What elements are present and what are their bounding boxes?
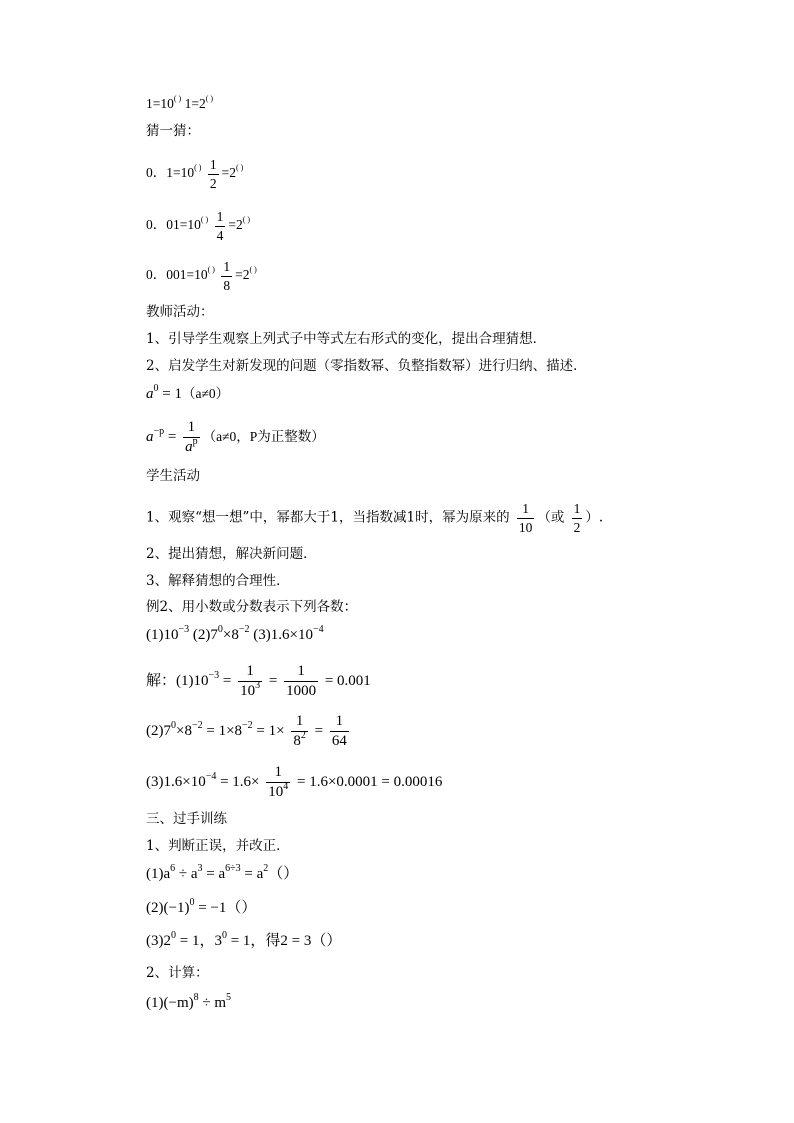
exercise-2-part-1 xyxy=(146,992,232,1011)
answer-blank: （） xyxy=(311,933,342,949)
denominator xyxy=(183,437,200,455)
fraction xyxy=(291,714,308,749)
teacher-activity-heading: 教师活动： xyxy=(146,304,214,320)
guess-line-2 xyxy=(146,210,250,242)
text: ÷ a xyxy=(175,866,198,882)
text: (2)(−1) xyxy=(146,900,190,916)
numerator: 1 xyxy=(209,157,217,172)
numerator: 1 xyxy=(274,764,283,780)
text: = −1 xyxy=(194,900,227,916)
teacher-activity-item-2: 2、启发学生对新发现的问题（零指数幂、负整指数幂）进行归纳、描述． xyxy=(146,358,587,374)
text: (1)a xyxy=(146,866,171,882)
text: 8 xyxy=(293,733,301,749)
text: (3)1.6×10 xyxy=(249,627,313,643)
text: a xyxy=(185,439,193,455)
text: =2 xyxy=(221,165,236,181)
student-activity-item-2: 2、提出猜想，解决新问题． xyxy=(146,546,317,562)
zero-exponent-rule xyxy=(146,383,230,402)
exercise-1-heading: 1、判断正误，并改正． xyxy=(146,838,290,854)
exponent: −4 xyxy=(205,770,217,782)
exponent: 6 xyxy=(170,863,176,874)
denominator xyxy=(291,731,308,749)
exponent: 6÷3 xyxy=(225,863,241,874)
denominator: 4 xyxy=(216,227,224,243)
text: 0．001=10 xyxy=(146,267,208,283)
solution-part-1 xyxy=(146,664,371,699)
section-3-heading: 三、过手训练 xyxy=(146,811,227,827)
exponent: 0 xyxy=(221,930,227,941)
numerator: 1 xyxy=(295,713,304,729)
denominator: 8 xyxy=(223,277,231,293)
text: (1)(−m) xyxy=(146,995,194,1011)
text: = 1，得2 = 3 xyxy=(226,933,312,949)
blank: ( ) xyxy=(235,163,244,173)
text: ÷ m xyxy=(198,995,227,1011)
guess-line-1 xyxy=(146,158,243,190)
text: (2)7 xyxy=(189,627,218,643)
text: ×8 xyxy=(176,722,192,739)
fraction xyxy=(208,158,219,190)
denominator xyxy=(266,782,290,800)
denominator: 64 xyxy=(331,733,347,749)
exponent: −4 xyxy=(312,624,324,635)
text: (3)2 xyxy=(146,933,171,949)
exponent: 4 xyxy=(283,781,289,792)
text: a xyxy=(146,428,154,445)
text: = xyxy=(310,722,327,739)
blank: ( ) xyxy=(242,215,251,225)
answer-blank: （） xyxy=(268,866,299,882)
exercise-2-heading: 2、计算： xyxy=(146,965,209,981)
student-activity-item-3: 3、解释猜想的合理性． xyxy=(146,573,290,589)
numerator: 1 xyxy=(522,501,529,516)
exponent: 8 xyxy=(193,992,199,1003)
exponent: p xyxy=(192,436,198,447)
blank: ( ) xyxy=(249,265,257,275)
exponent: 5 xyxy=(226,992,232,1003)
example-2-expressions xyxy=(146,624,324,643)
condition: （a≠0） xyxy=(181,386,230,401)
denominator: 1000 xyxy=(286,683,317,699)
example-2-heading: 例2、用小数或分数表示下列各数： xyxy=(146,599,358,615)
exercise-1-part-1 xyxy=(146,863,299,882)
teacher-activity-item-1: 1、引导学生观察上列式子中等式左右形式的变化，提出合理猜想． xyxy=(146,331,547,347)
exercise-1-part-3 xyxy=(146,930,342,949)
text: =2 xyxy=(235,267,250,283)
text: (1)10 xyxy=(146,627,179,643)
exponent: 0 xyxy=(153,383,159,394)
exponent: 0 xyxy=(217,624,223,635)
numerator: 1 xyxy=(335,713,344,729)
student-activity-item-1 xyxy=(146,502,603,534)
blank: ( ) xyxy=(205,94,214,103)
text: 10 xyxy=(240,683,256,699)
fraction xyxy=(266,765,290,800)
denominator xyxy=(238,681,262,699)
text: = 1，3 xyxy=(176,933,222,949)
fraction xyxy=(221,260,232,292)
text: （或 xyxy=(537,509,565,526)
exponent: 0 xyxy=(171,719,176,731)
text: ×8 xyxy=(222,627,239,643)
text: 1=10 xyxy=(146,96,174,111)
text: = xyxy=(265,672,282,689)
exponent: −2 xyxy=(238,624,250,635)
text: 1=2 xyxy=(181,96,206,111)
text: = xyxy=(219,672,236,689)
exponent: −3 xyxy=(178,624,190,635)
numerator: 1 xyxy=(223,259,231,274)
solution-part-3 xyxy=(146,765,442,800)
student-activity-heading: 学生活动 xyxy=(146,468,200,484)
denominator: 2 xyxy=(209,175,217,191)
text: a xyxy=(146,386,154,402)
exponent: 2 xyxy=(263,863,269,874)
exponent: −2 xyxy=(191,719,203,731)
blank: ( ) xyxy=(207,265,215,275)
fraction xyxy=(330,714,349,749)
exponent: −3 xyxy=(208,669,220,681)
text: = xyxy=(164,428,181,445)
text: 10 xyxy=(268,784,284,800)
exponent: 0 xyxy=(189,897,195,908)
exponent: −p xyxy=(153,425,165,437)
numerator: 1 xyxy=(297,663,305,679)
blank: ( ) xyxy=(194,163,202,173)
condition: （a≠0，P为正整数） xyxy=(202,428,325,444)
denominator: 10 xyxy=(518,519,533,535)
numerator: 1 xyxy=(216,209,224,224)
exponent: −2 xyxy=(242,719,253,731)
numerator: 1 xyxy=(187,419,196,435)
guess-line-3 xyxy=(146,260,257,292)
blank: ( ) xyxy=(173,94,182,103)
exponent: 3 xyxy=(197,863,203,874)
blank: ( ) xyxy=(200,215,209,225)
text: (3)1.6×10 xyxy=(146,773,206,790)
answer-blank: （） xyxy=(226,900,257,916)
fraction xyxy=(572,502,583,534)
text: = 1.6× xyxy=(216,773,260,790)
text: = 1× xyxy=(252,722,285,739)
fraction xyxy=(238,664,262,699)
text: = a xyxy=(240,866,264,882)
text: 解：(1)10 xyxy=(146,672,209,689)
numerator: 1 xyxy=(573,501,581,516)
denominator: 2 xyxy=(573,519,581,535)
text: = 1.6×0.0001 = 0.00016 xyxy=(293,773,443,790)
text: = 0.001 xyxy=(321,672,371,689)
text: (2)7 xyxy=(146,722,171,739)
text: 1、观察“想一想”中，幂都大于1，当指数减1时，幂为原来的 xyxy=(146,509,510,526)
text: = 1 xyxy=(158,386,182,402)
fraction xyxy=(215,210,226,242)
solution-part-2 xyxy=(146,714,352,749)
text: 0．01=10 xyxy=(146,217,201,233)
text: = a xyxy=(202,866,226,882)
text: =2 xyxy=(228,217,243,233)
numerator: 1 xyxy=(246,663,254,679)
power-equations-line xyxy=(146,94,214,111)
exponent: 2 xyxy=(300,730,306,741)
exponent: 0 xyxy=(171,930,176,941)
fraction xyxy=(284,664,318,699)
fraction xyxy=(517,502,535,534)
text: ）. xyxy=(585,509,604,526)
guess-heading: 猜一猜： xyxy=(146,123,200,139)
exercise-1-part-2 xyxy=(146,897,257,916)
text: 0．1=10 xyxy=(146,165,195,181)
text: = 1×8 xyxy=(202,722,243,739)
exponent: 3 xyxy=(255,680,261,691)
fraction xyxy=(183,420,200,455)
negative-exponent-rule xyxy=(146,420,325,455)
